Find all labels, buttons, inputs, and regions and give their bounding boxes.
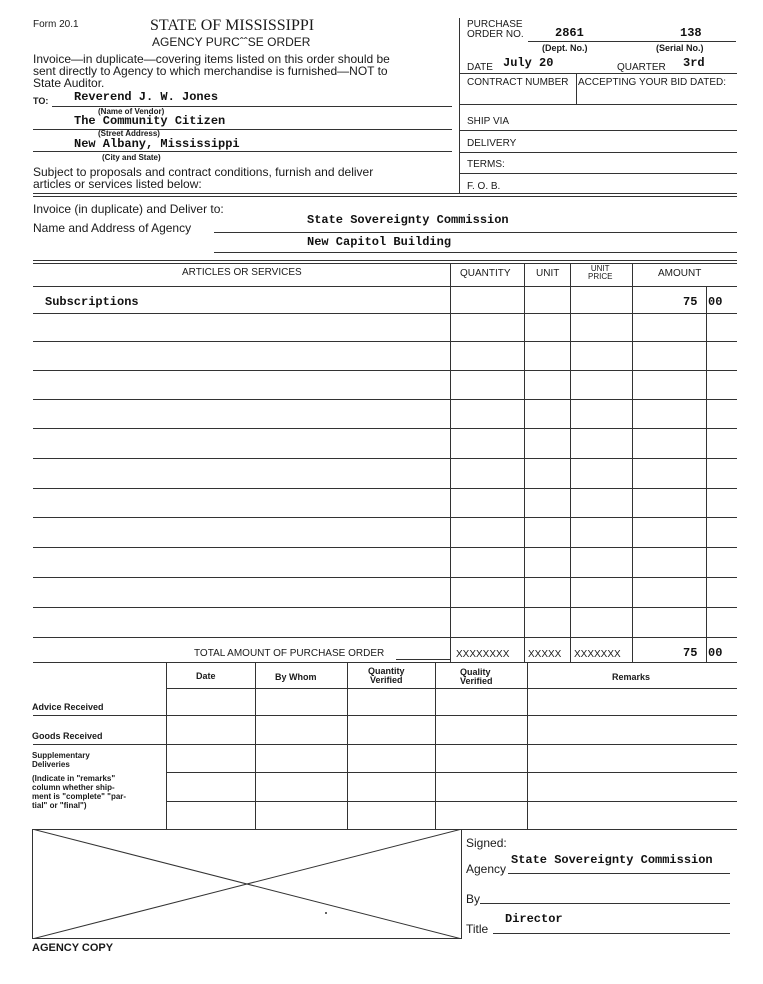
note-line: column whether ship- bbox=[32, 783, 115, 792]
article-description: Subscriptions bbox=[45, 295, 139, 309]
total-unit-mask: XXXXX bbox=[528, 649, 562, 660]
quality-verified-header bbox=[460, 668, 493, 686]
amount-cents: 00 bbox=[708, 295, 723, 309]
form-number: Form 20.1 bbox=[33, 19, 79, 30]
terms-label: TERMS: bbox=[467, 159, 505, 170]
quality-verified-line: Verified bbox=[460, 676, 493, 686]
vendor-name: Reverend J. W. Jones bbox=[74, 90, 219, 104]
goods-received-label: Goods Received bbox=[32, 731, 103, 741]
unit-price-header bbox=[588, 265, 612, 281]
title-label: Title bbox=[466, 922, 489, 936]
vendor-street-caption: (Street Address) bbox=[98, 129, 160, 138]
note-line: ment is "complete" "par- bbox=[32, 792, 127, 801]
agency-copy-label: AGENCY COPY bbox=[32, 942, 114, 954]
agency-address: New Capitol Building bbox=[307, 235, 452, 249]
vendor-street: The Community Citizen bbox=[74, 114, 226, 128]
invoice-deliver-label: Invoice (in duplicate) and Deliver to: bbox=[33, 202, 224, 216]
by-label: By bbox=[466, 892, 481, 906]
subject-line: Subject to proposals and contract conditions, furnish and deliver bbox=[33, 165, 374, 179]
quantity-verified-line: Quantity bbox=[368, 666, 405, 676]
to-label: TO: bbox=[33, 96, 49, 106]
serial-number: 138 bbox=[680, 26, 702, 40]
note-line: tial" or "final") bbox=[32, 801, 87, 810]
ship-via-label: SHIP VIA bbox=[467, 116, 510, 127]
quantity-verified-header bbox=[368, 667, 405, 685]
signature-agency-value: State Sovereignty Commission bbox=[511, 853, 713, 867]
quarter-value: 3rd bbox=[683, 56, 705, 70]
by-whom-column-header: By Whom bbox=[275, 672, 317, 682]
instruction-line: sent directly to Agency to which merchandise is furnished—NOT to bbox=[33, 64, 388, 78]
po-label bbox=[467, 20, 524, 40]
date-label: DATE bbox=[467, 62, 493, 73]
amount-header: AMOUNT bbox=[658, 268, 702, 279]
quantity-verified-line: Verified bbox=[370, 675, 403, 685]
total-quantity-mask: XXXXXXXX bbox=[456, 649, 510, 660]
dept-caption: (Dept. No.) bbox=[542, 43, 588, 53]
fob-label: F. O. B. bbox=[467, 181, 501, 192]
purchase-label: PURCHASE bbox=[467, 19, 523, 30]
quantity-header: QUANTITY bbox=[460, 268, 511, 279]
crossed-out-box bbox=[32, 829, 462, 939]
advice-received-label: Advice Received bbox=[32, 702, 104, 712]
unit-price-header-line: UNIT bbox=[590, 264, 610, 273]
date-value: July 20 bbox=[503, 56, 554, 70]
vendor-name-caption: (Name of Vendor) bbox=[98, 107, 165, 116]
instruction-line: Invoice—in duplicate—covering items listed on this order should be bbox=[33, 52, 390, 66]
total-dollars: 75 bbox=[683, 646, 698, 660]
supplementary-line: Supplementary bbox=[32, 751, 90, 760]
unit-price-header-line: PRICE bbox=[588, 272, 613, 281]
total-label: TOTAL AMOUNT OF PURCHASE ORDER bbox=[194, 648, 385, 659]
bid-date-label: ACCEPTING YOUR BID DATED: bbox=[578, 77, 726, 88]
contract-number-label: CONTRACT NUMBER bbox=[467, 77, 569, 88]
title-value: Director bbox=[505, 912, 563, 926]
quarter-label: QUARTER bbox=[617, 62, 666, 73]
amount-dollars: 75 bbox=[683, 295, 698, 309]
vendor-city-caption: (City and State) bbox=[102, 153, 161, 162]
dept-number: 2861 bbox=[555, 26, 584, 40]
invoice-instructions bbox=[33, 53, 390, 89]
signed-label: Signed: bbox=[466, 836, 507, 850]
agency-address-label: Name and Address of Agency bbox=[33, 221, 192, 235]
supplementary-line: Deliveries bbox=[32, 760, 70, 769]
indicate-remarks-note bbox=[32, 774, 126, 810]
articles-header: ARTICLES OR SERVICES bbox=[182, 267, 302, 278]
note-line: (Indicate in "remarks" bbox=[32, 774, 116, 783]
subject-line: articles or services listed below: bbox=[33, 177, 202, 191]
order-no-label: ORDER NO. bbox=[467, 29, 524, 40]
cross-mark-icon bbox=[32, 829, 462, 939]
form-title: AGENCY PURCˆˆSE ORDER bbox=[152, 35, 311, 49]
instruction-line: State Auditor. bbox=[33, 76, 105, 90]
delivery-label: DELIVERY bbox=[467, 138, 517, 149]
date-column-header: Date bbox=[196, 671, 216, 681]
agency-name: State Sovereignty Commission bbox=[307, 213, 509, 227]
supplementary-deliveries-label bbox=[32, 751, 90, 769]
signature-agency-label: Agency bbox=[466, 862, 507, 876]
remarks-column-header: Remarks bbox=[612, 672, 651, 682]
total-cents: 00 bbox=[708, 646, 723, 660]
serial-caption: (Serial No.) bbox=[656, 43, 704, 53]
subject-text bbox=[33, 166, 373, 190]
total-price-mask: XXXXXXX bbox=[574, 649, 621, 660]
unit-header: UNIT bbox=[536, 268, 560, 279]
quality-verified-line: Quality bbox=[460, 667, 491, 677]
vendor-city: New Albany, Mississippi bbox=[74, 137, 240, 151]
state-title: STATE OF MISSISSIPPI bbox=[150, 17, 315, 34]
